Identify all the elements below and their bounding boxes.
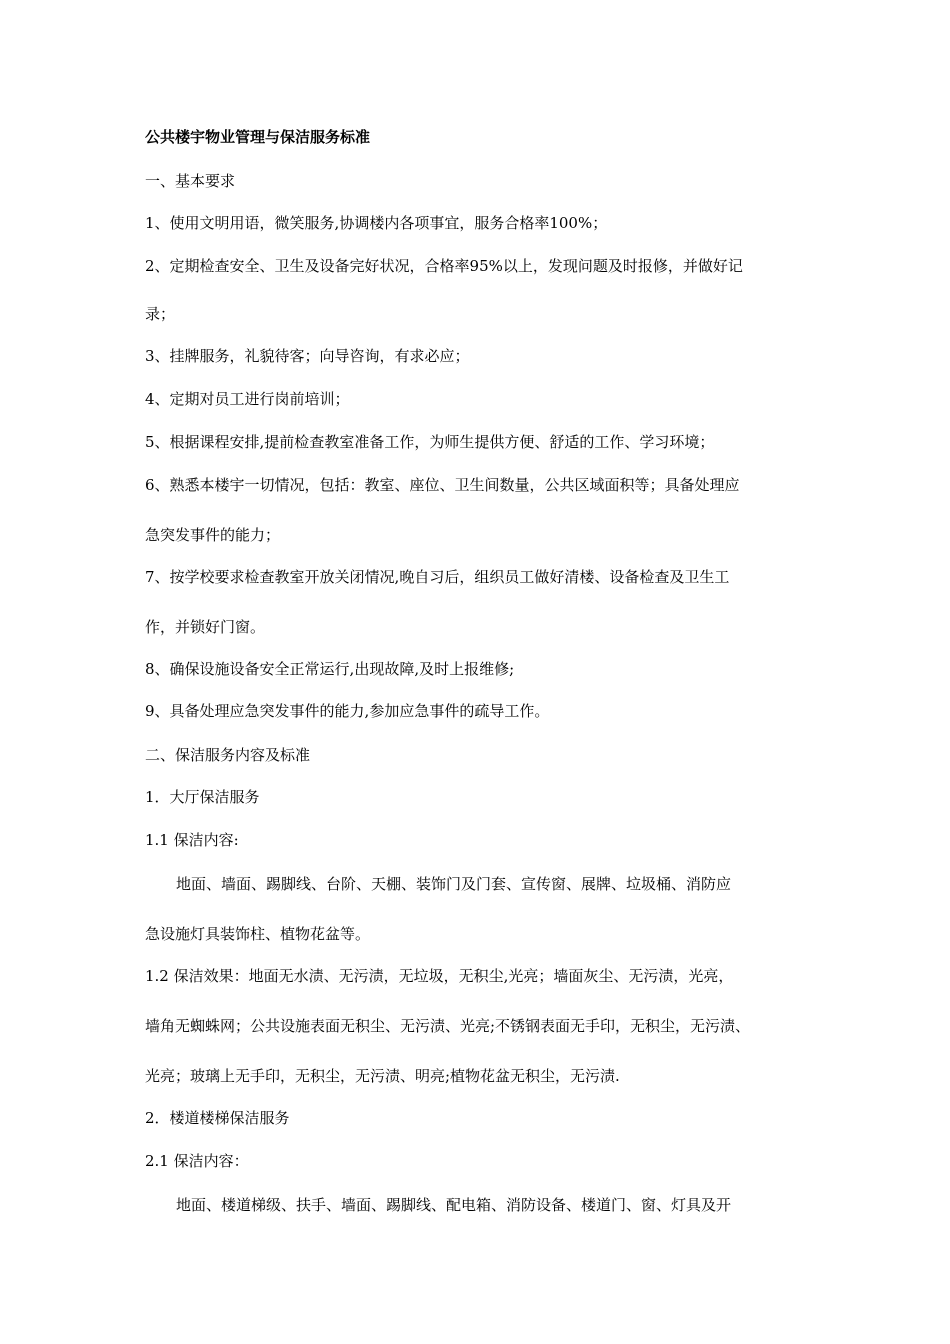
section1-item-2-line-2: 录； xyxy=(145,305,176,323)
section2-sub2-1-text-line-1: 地面、楼道梯级、扶手、墙面、踢脚线、配电箱、消防设备、楼道门、窗、灯具及开 xyxy=(176,1196,732,1214)
section1-item-7-line-2: 作，并锁好门窗。 xyxy=(145,618,266,636)
section1-item-7-line-1: 7、按学校要求检查教室开放关闭情况,晚自习后，组织员工做好清楼、设备检查及卫生工 xyxy=(145,568,730,586)
section2-sub1-heading: 1．大厅保洁服务 xyxy=(145,788,260,806)
section2-sub1-2-line-2: 墙角无蜘蛛网；公共设施表面无积尘、无污渍、光亮;不锈钢表面无手印，无积尘，无污渍、 xyxy=(145,1017,751,1035)
section1-item-9: 9、具备处理应急突发事件的能力,参加应急事件的疏导工作。 xyxy=(145,702,550,720)
section2-sub1-2-line-3: 光亮；玻璃上无手印，无积尘，无污渍、明亮;植物花盆无积尘，无污渍. xyxy=(145,1067,620,1085)
section2-sub1-1-heading: 1.1 保洁内容: xyxy=(145,831,239,849)
section1-item-8: 8、确保设施设备安全正常运行,出现故障,及时上报维修; xyxy=(145,660,515,678)
section1-heading: 一、基本要求 xyxy=(145,172,236,190)
section2-heading: 二、保洁服务内容及标准 xyxy=(145,746,311,764)
section2-sub1-2-line-1: 1.2 保洁效果：地面无水渍、无污渍，无垃圾，无积尘,光亮；墙面灰尘、无污渍，光亮， xyxy=(145,967,734,985)
section2-sub2-1-heading: 2.1 保洁内容： xyxy=(145,1152,249,1170)
section1-item-6-line-2: 急突发事件的能力； xyxy=(145,526,281,544)
section2-sub1-1-text-line-2: 急设施灯具装饰柱、植物花盆等。 xyxy=(145,925,371,943)
section1-item-6-line-1: 6、熟悉本楼宇一切情况，包括：教室、座位、卫生间数量，公共区域面积等；具备处理应 xyxy=(145,476,740,494)
section1-item-5: 5、根据课程安排,提前检查教室准备工作，为师生提供方便、舒适的工作、学习环境； xyxy=(145,433,715,451)
section2-sub2-heading: 2．楼道楼梯保洁服务 xyxy=(145,1109,290,1127)
section2-sub1-1-text-line-1: 地面、墙面、踢脚线、台阶、天棚、装饰门及门套、宣传窗、展牌、垃圾桶、消防应 xyxy=(176,875,732,893)
section1-item-4: 4、定期对员工进行岗前培训； xyxy=(145,390,350,408)
section1-item-3: 3、挂牌服务，礼貌待客；向导咨询，有求必应； xyxy=(145,347,470,365)
section1-item-1: 1、使用文明用语，微笑服务,协调楼内各项事宜，服务合格率100%； xyxy=(145,214,608,232)
section1-item-2-line-1: 2、定期检查安全、卫生及设备完好状况，合格率95%以上，发现问题及时报修，并做好记 xyxy=(145,257,743,275)
document-title: 公共楼宇物业管理与保洁服务标准 xyxy=(145,128,371,146)
